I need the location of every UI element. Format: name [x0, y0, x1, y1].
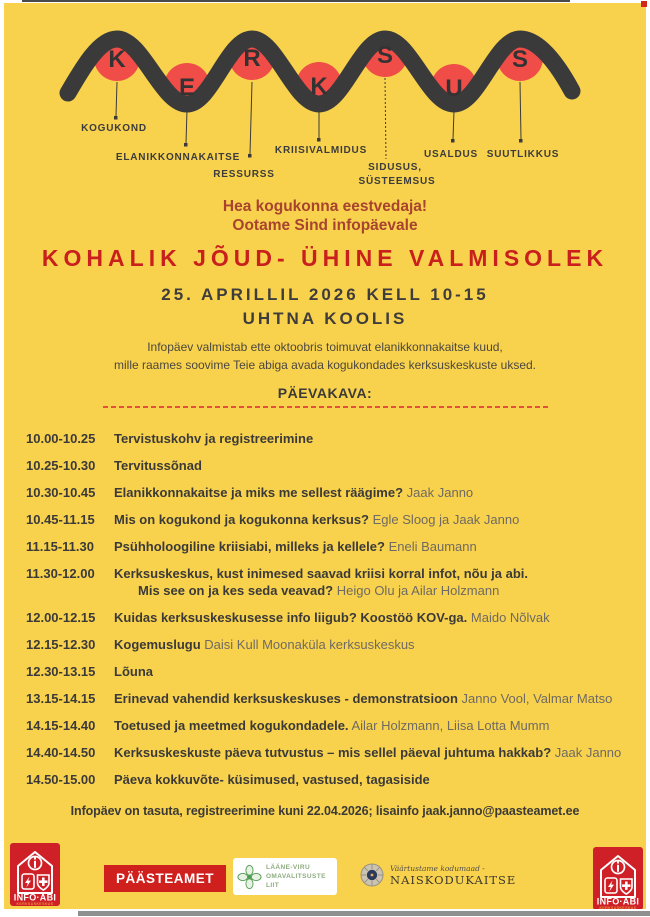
- event-datetime: 25. APRILLIL 2026 KELL 10-15: [161, 285, 489, 304]
- letter-u: U: [445, 75, 463, 102]
- schedule-title: Mis on kogukond ja kogukonna kerksus?: [114, 512, 369, 527]
- naiskodukaitse-name: NAISKODUKAITSE: [390, 872, 517, 887]
- logo-strip: [4, 841, 646, 909]
- event-description: [4, 338, 646, 374]
- schedule-time: 10.00-10.25: [26, 431, 96, 446]
- laane-viru-line2: OMAVALITSUSTE LIIT: [265, 873, 326, 889]
- schedule-time: 12.00-12.15: [26, 610, 96, 625]
- kerksus-wave-graphic: [4, 3, 646, 195]
- schedule-row-5: [26, 538, 636, 555]
- wave-labels: [81, 123, 559, 187]
- schedule-title: Lõuna: [114, 664, 153, 679]
- event-poster: [4, 3, 646, 909]
- schedule-speaker: Ailar Holzmann, Liisa Lotta Mumm: [351, 718, 550, 733]
- schedule-row-12: [26, 744, 636, 761]
- laane-viru-logo: [233, 858, 337, 895]
- label-kogukond: KOGUKOND: [81, 123, 147, 134]
- top-border-artifact: [22, 0, 570, 2]
- info-abi-title: INFO·ABI: [596, 896, 640, 907]
- dashed-divider: [103, 406, 548, 408]
- corner-dot-artifact: [641, 1, 647, 7]
- schedule-row-1: [26, 430, 636, 447]
- schedule-speaker: Daisi Kull Moonaküla kerksuskeskus: [204, 637, 415, 652]
- schedule-title: Erinevad vahendid kerksuskeskuses - demonstratsioon: [114, 691, 458, 706]
- letter-s2: S: [511, 46, 529, 73]
- bottom-border-artifact: [78, 911, 650, 916]
- label-elanikkonnakaitse: ELANIKKONNAKAITSE: [115, 152, 241, 163]
- schedule-title-line2: Mis see on ja kes seda veavad?: [138, 583, 334, 598]
- schedule-speaker: Maido Nõlvak: [470, 610, 550, 625]
- paasteamet-logo: PÄÄSTEAMET: [104, 865, 226, 892]
- schedule-time: 14.50-15.00: [26, 772, 96, 787]
- schedule-speaker: Eneli Baumann: [388, 539, 477, 554]
- schedule-row-4: [26, 511, 636, 528]
- event-title: KOHALIK JÕUD- ÜHINE VALMISOLEK: [41, 245, 609, 271]
- info-abi-logo-right: [593, 847, 643, 909]
- letter-e: E: [178, 74, 196, 101]
- schedule-row-6-line2: [138, 582, 636, 599]
- naiskodukaitse-emblem-icon: [360, 863, 384, 887]
- letter-r: R: [243, 45, 261, 72]
- schedule-row-13: [26, 771, 636, 788]
- schedule-title: Psühholoogiline kriisiabi, milleks ja kellele?: [114, 539, 385, 554]
- info-abi-icon: [593, 847, 643, 909]
- laane-viru-line1: LÄÄNE-VIRU: [265, 864, 311, 871]
- letter-s1: S: [376, 42, 394, 69]
- schedule-row-2: [26, 457, 636, 474]
- label-sidusus-line1: SIDUSUS,: [368, 162, 422, 173]
- label-usaldus: USALDUS: [424, 149, 478, 160]
- info-abi-title: INFO·ABI: [13, 892, 57, 903]
- schedule-speaker: Jaak Janno: [406, 485, 474, 500]
- letter-k1: K: [108, 46, 126, 73]
- schedule-title: Elanikkonnakaitse ja miks me sellest räägime?: [114, 485, 404, 500]
- naiskodukaitse-slogan: Väärtustame kodumaad -: [390, 863, 485, 873]
- schedule-time: 11.15-11.30: [26, 539, 94, 554]
- label-kriisivalmidus: KRIISIVALMIDUS: [274, 145, 368, 156]
- info-abi-subtitle: KERKSUSKESKUS: [599, 905, 637, 909]
- schedule-title: Päeva kokkuvõte- küsimused, vastused, tagasiside: [114, 772, 430, 787]
- schedule-row-9: [26, 663, 636, 680]
- greeting-line2: Ootame Sind infopäevale: [232, 217, 418, 234]
- description-line1: Infopäev valmistab ette oktoobris toimuvat elanikkonnakaitse kuud,: [147, 340, 503, 354]
- schedule-title: Kogemuslugu: [114, 637, 201, 652]
- schedule-time: 10.30-10.45: [26, 485, 96, 500]
- schedule-time: 12.30-13.15: [26, 664, 96, 679]
- schedule-speaker: Heigo Olu ja Ailar Holzmann: [336, 583, 500, 598]
- label-sidusus-line2: SÜSTEEMSUS: [358, 176, 436, 187]
- label-suutlikkus: SUUTLIKKUS: [486, 149, 560, 160]
- schedule-list: [4, 430, 646, 788]
- schedule-time: 10.45-11.15: [26, 512, 95, 527]
- schedule-row-7: [26, 609, 636, 626]
- label-ressurss: RESSURSS: [213, 169, 275, 180]
- schedule-row-11: [26, 717, 636, 734]
- schedule-title: Kerksuskeskus, kust inimesed saavad kriisi korral infot, nõu ja abi.: [114, 566, 529, 581]
- laane-viru-flower-icon: [237, 863, 262, 891]
- info-abi-icon: [10, 843, 60, 906]
- schedule-row-6: [26, 565, 636, 599]
- schedule-time: 14.40-14.50: [26, 745, 96, 760]
- schedule-row-3: [26, 484, 636, 501]
- agenda-heading: PÄEVAKAVA:: [277, 385, 373, 401]
- schedule-title: Kerksuskeskuste päeva tutvustus – mis sellel päeval juhtuma hakkab?: [114, 745, 552, 760]
- schedule-time: 14.15-14.40: [26, 718, 96, 733]
- registration-note: Infopäev on tasuta, registreerimine kuni 22.04.2026; lisainfo jaak.janno@paasteamet.ee: [70, 804, 580, 818]
- schedule-speaker: Janno Vool, Valmar Matso: [461, 691, 613, 706]
- schedule-time: 11.30-12.00: [26, 566, 95, 581]
- schedule-time: 12.15-12.30: [26, 637, 96, 652]
- greeting-line1: Hea kogukonna eestvedaja!: [222, 198, 428, 215]
- letter-k2: K: [310, 73, 328, 100]
- schedule-title: Kuidas kerksuskeskusesse info liigub? Koostöö KOV-ga.: [114, 610, 468, 625]
- event-location: UHTNA KOOLIS: [242, 309, 408, 328]
- schedule-speaker: Egle Sloog ja Jaak Janno: [372, 512, 520, 527]
- schedule-title: Toetused ja meetmed kogukondadele.: [114, 718, 349, 733]
- schedule-row-10: [26, 690, 636, 707]
- schedule-row-8: [26, 636, 636, 653]
- schedule-speaker: Jaak Janno: [554, 745, 622, 760]
- schedule-title: Tervistuskohv ja registreerimine: [114, 431, 314, 446]
- schedule-time: 10.25-10.30: [26, 458, 96, 473]
- info-abi-subtitle: KERKSUSKESKUS: [16, 901, 54, 906]
- naiskodukaitse-logo: [360, 863, 516, 887]
- info-abi-logo-left: [10, 843, 60, 909]
- schedule-time: 13.15-14.15: [26, 691, 96, 706]
- greeting: [4, 197, 646, 235]
- schedule-title: Tervitussõnad: [114, 458, 202, 473]
- description-line2: mille raames soovime Teie abiga avada kogukondades kerksuskeskuste uksed.: [113, 358, 536, 372]
